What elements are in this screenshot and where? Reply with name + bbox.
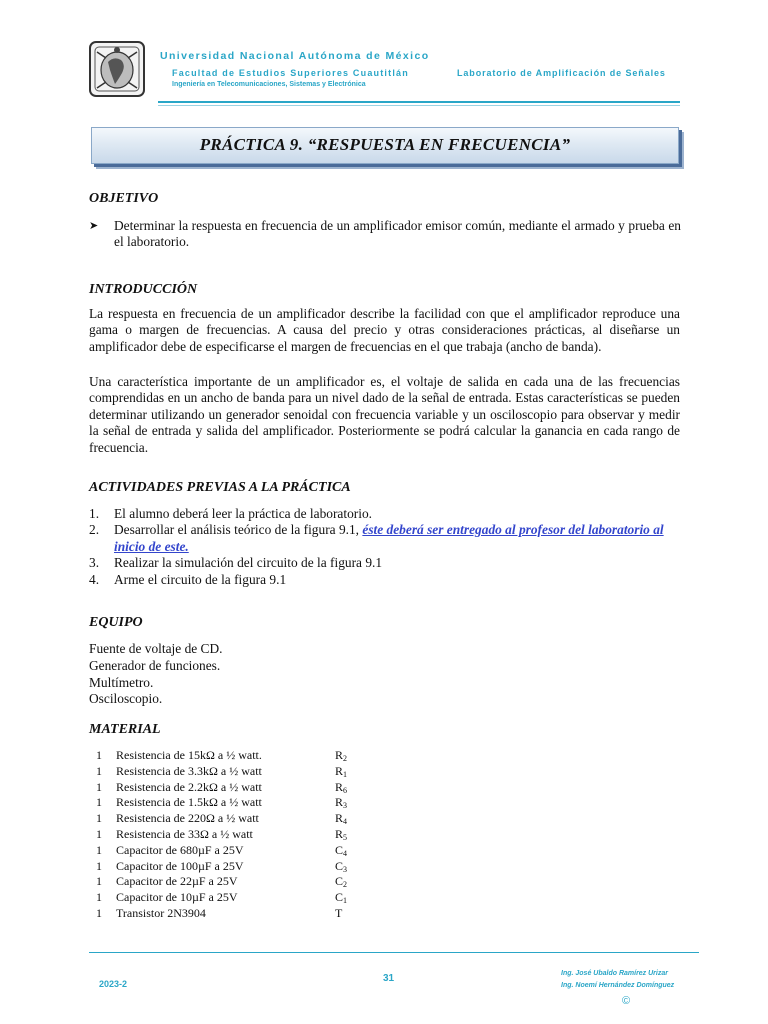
reference-index: 2: [343, 754, 348, 763]
footer-author-1: Ing. José Ubaldo Ramírez Urizar: [561, 970, 668, 977]
material-description: Capacitor de 10µF a 25V: [116, 890, 238, 905]
list-item: [89, 572, 689, 588]
list-item: [89, 555, 689, 571]
list-item: Multímetro.: [89, 674, 154, 690]
material-qty: 1: [96, 826, 102, 841]
reference-index: 6: [343, 785, 348, 795]
header-rule-thin: [158, 105, 680, 106]
reference-letter: C: [335, 890, 344, 905]
material-description: Resistencia de 220Ω a ½ watt: [116, 811, 259, 826]
list-item-text: Realizar la simulación del circuito de la figura 9.1: [114, 555, 383, 571]
reference-letter: R: [335, 811, 344, 826]
reference-letter: C: [335, 874, 344, 889]
header-rule: [158, 101, 680, 103]
heading-material: MATERIAL: [89, 722, 161, 737]
reference-letter: R: [335, 826, 344, 841]
footer-rule: [89, 952, 699, 953]
objetivo-text: Determinar la respuesta en frecuencia de un amplificador emisor común, mediante el armado y prueba en el laboratorio.: [114, 218, 681, 250]
list-number: 4.: [89, 571, 100, 587]
material-qty: 1: [96, 905, 102, 920]
material-qty: 1: [96, 858, 102, 873]
reference-index: 4: [343, 848, 348, 858]
list-item-text: El alumno deberá leer la práctica de laboratorio.: [114, 506, 373, 521]
material-qty: 1: [96, 890, 102, 905]
reference-index: 3: [343, 864, 348, 874]
reference-index: 1: [343, 896, 348, 906]
reference-letter: R: [335, 795, 344, 810]
reference-letter: C: [335, 858, 344, 873]
reference-index: 4: [343, 817, 348, 827]
material-description: Capacitor de 680µF a 25V: [116, 842, 244, 857]
heading-introduccion: INTRODUCCIÓN: [89, 282, 198, 297]
reference-letter: R: [335, 748, 344, 762]
list-number: 1.: [89, 506, 100, 521]
lab-name: Laboratorio de Amplificación de Señales: [457, 68, 666, 78]
intro-paragraph-2: Una característica importante de un amplificador es, el voltaje de salida en cada una de las frecuencias comprendidas en un ancho de banda para un nivel dado de la señal de entrada. Estas características se pueden determinar utilizando un generador senoidal con frecuencia variable y un osciloscopio para observar y medir la señal de entrada y salida del amplificador. Posteriormente se podrá calcular la ganancia en cada rango de frecuencia.: [89, 374, 680, 455]
page-title: PRÁCTICA 9. “RESPUESTA EN FRECUENCIA”: [199, 135, 571, 154]
faculty-name: Facultad de Estudios Superiores Cuautitlán: [172, 68, 409, 78]
copyright-icon: ©: [622, 995, 631, 1007]
program-name: Ingeniería en Telecomunicaciones, Sistemas y Electrónica: [172, 81, 366, 88]
title-banner: [91, 127, 679, 164]
list-item: Fuente de voltaje de CD.: [89, 641, 223, 656]
equipo-list: [89, 641, 223, 708]
material-description: Resistencia de 15kΩ a ½ watt.: [116, 748, 262, 762]
reference-letter: R: [335, 779, 344, 794]
material-qty: 1: [96, 811, 102, 826]
material-description: Resistencia de 1.5kΩ a ½ watt: [116, 795, 262, 810]
material-qty: 1: [96, 748, 102, 762]
material-description: Transistor 2N3904: [116, 905, 206, 920]
heading-objetivo: OBJETIVO: [89, 191, 159, 206]
university-name: Universidad Nacional Autónoma de México: [160, 50, 430, 62]
arrow-bullet-icon: ➤: [89, 220, 99, 232]
reference-index: 1: [343, 769, 348, 779]
material-reference: [335, 906, 342, 925]
reference-letter: R: [335, 763, 344, 778]
material-description: Capacitor de 100µF a 25V: [116, 858, 244, 873]
material-description: Resistencia de 3.3kΩ a ½ watt: [116, 763, 262, 778]
material-description: Resistencia de 2.2kΩ a ½ watt: [116, 779, 262, 794]
material-qty: 1: [96, 795, 102, 810]
footer-author-2: Ing. Noemí Hernández Domínguez: [561, 982, 675, 989]
intro-paragraph-1: La respuesta en frecuencia de un amplificador describe la facilidad con que el amplificador reproduce una gama o margen de frecuencias. A causa del precio y otras consideraciones prácticas, al diseñarse un amplificador debe de especificarse el margen de frecuencias en el que trabaja (ancho de banda).: [89, 306, 680, 354]
material-qty: 1: [96, 842, 102, 857]
heading-actividades: ACTIVIDADES PREVIAS A LA PRÁCTICA: [89, 480, 351, 495]
unam-crest-icon: [88, 40, 146, 98]
material-qty: 1: [96, 763, 102, 778]
list-item: [89, 506, 689, 522]
list-number: 3.: [89, 555, 100, 571]
list-item: [89, 522, 689, 555]
list-item: Generador de funciones.: [89, 657, 221, 673]
material-qty: 1: [96, 874, 102, 889]
reference-letter: T: [335, 905, 343, 920]
footer-semester: 2023-2: [99, 979, 128, 989]
material-description: Resistencia de 33Ω a ½ watt: [116, 826, 253, 841]
reference-index: 2: [343, 880, 348, 890]
reference-index: 5: [343, 832, 348, 842]
reference-index: 3: [343, 801, 348, 811]
list-item: Osciloscopio.: [89, 691, 163, 707]
page-number: 31: [383, 973, 395, 984]
material-description: Capacitor de 22µF a 25V: [116, 874, 238, 889]
reference-letter: C: [335, 842, 344, 857]
actividades-list: [89, 506, 689, 588]
list-number: 2.: [89, 522, 100, 538]
list-item-text: Desarrollar el análisis teórico de la figura 9.1,: [114, 522, 363, 538]
deliverable-link[interactable]: éste deberá ser entregado al profesor del laboratorio al inicio de este.: [114, 522, 664, 554]
heading-equipo: EQUIPO: [89, 615, 143, 630]
list-item-text: Arme el circuito de la figura 9.1: [114, 571, 287, 587]
material-qty: 1: [96, 779, 102, 794]
